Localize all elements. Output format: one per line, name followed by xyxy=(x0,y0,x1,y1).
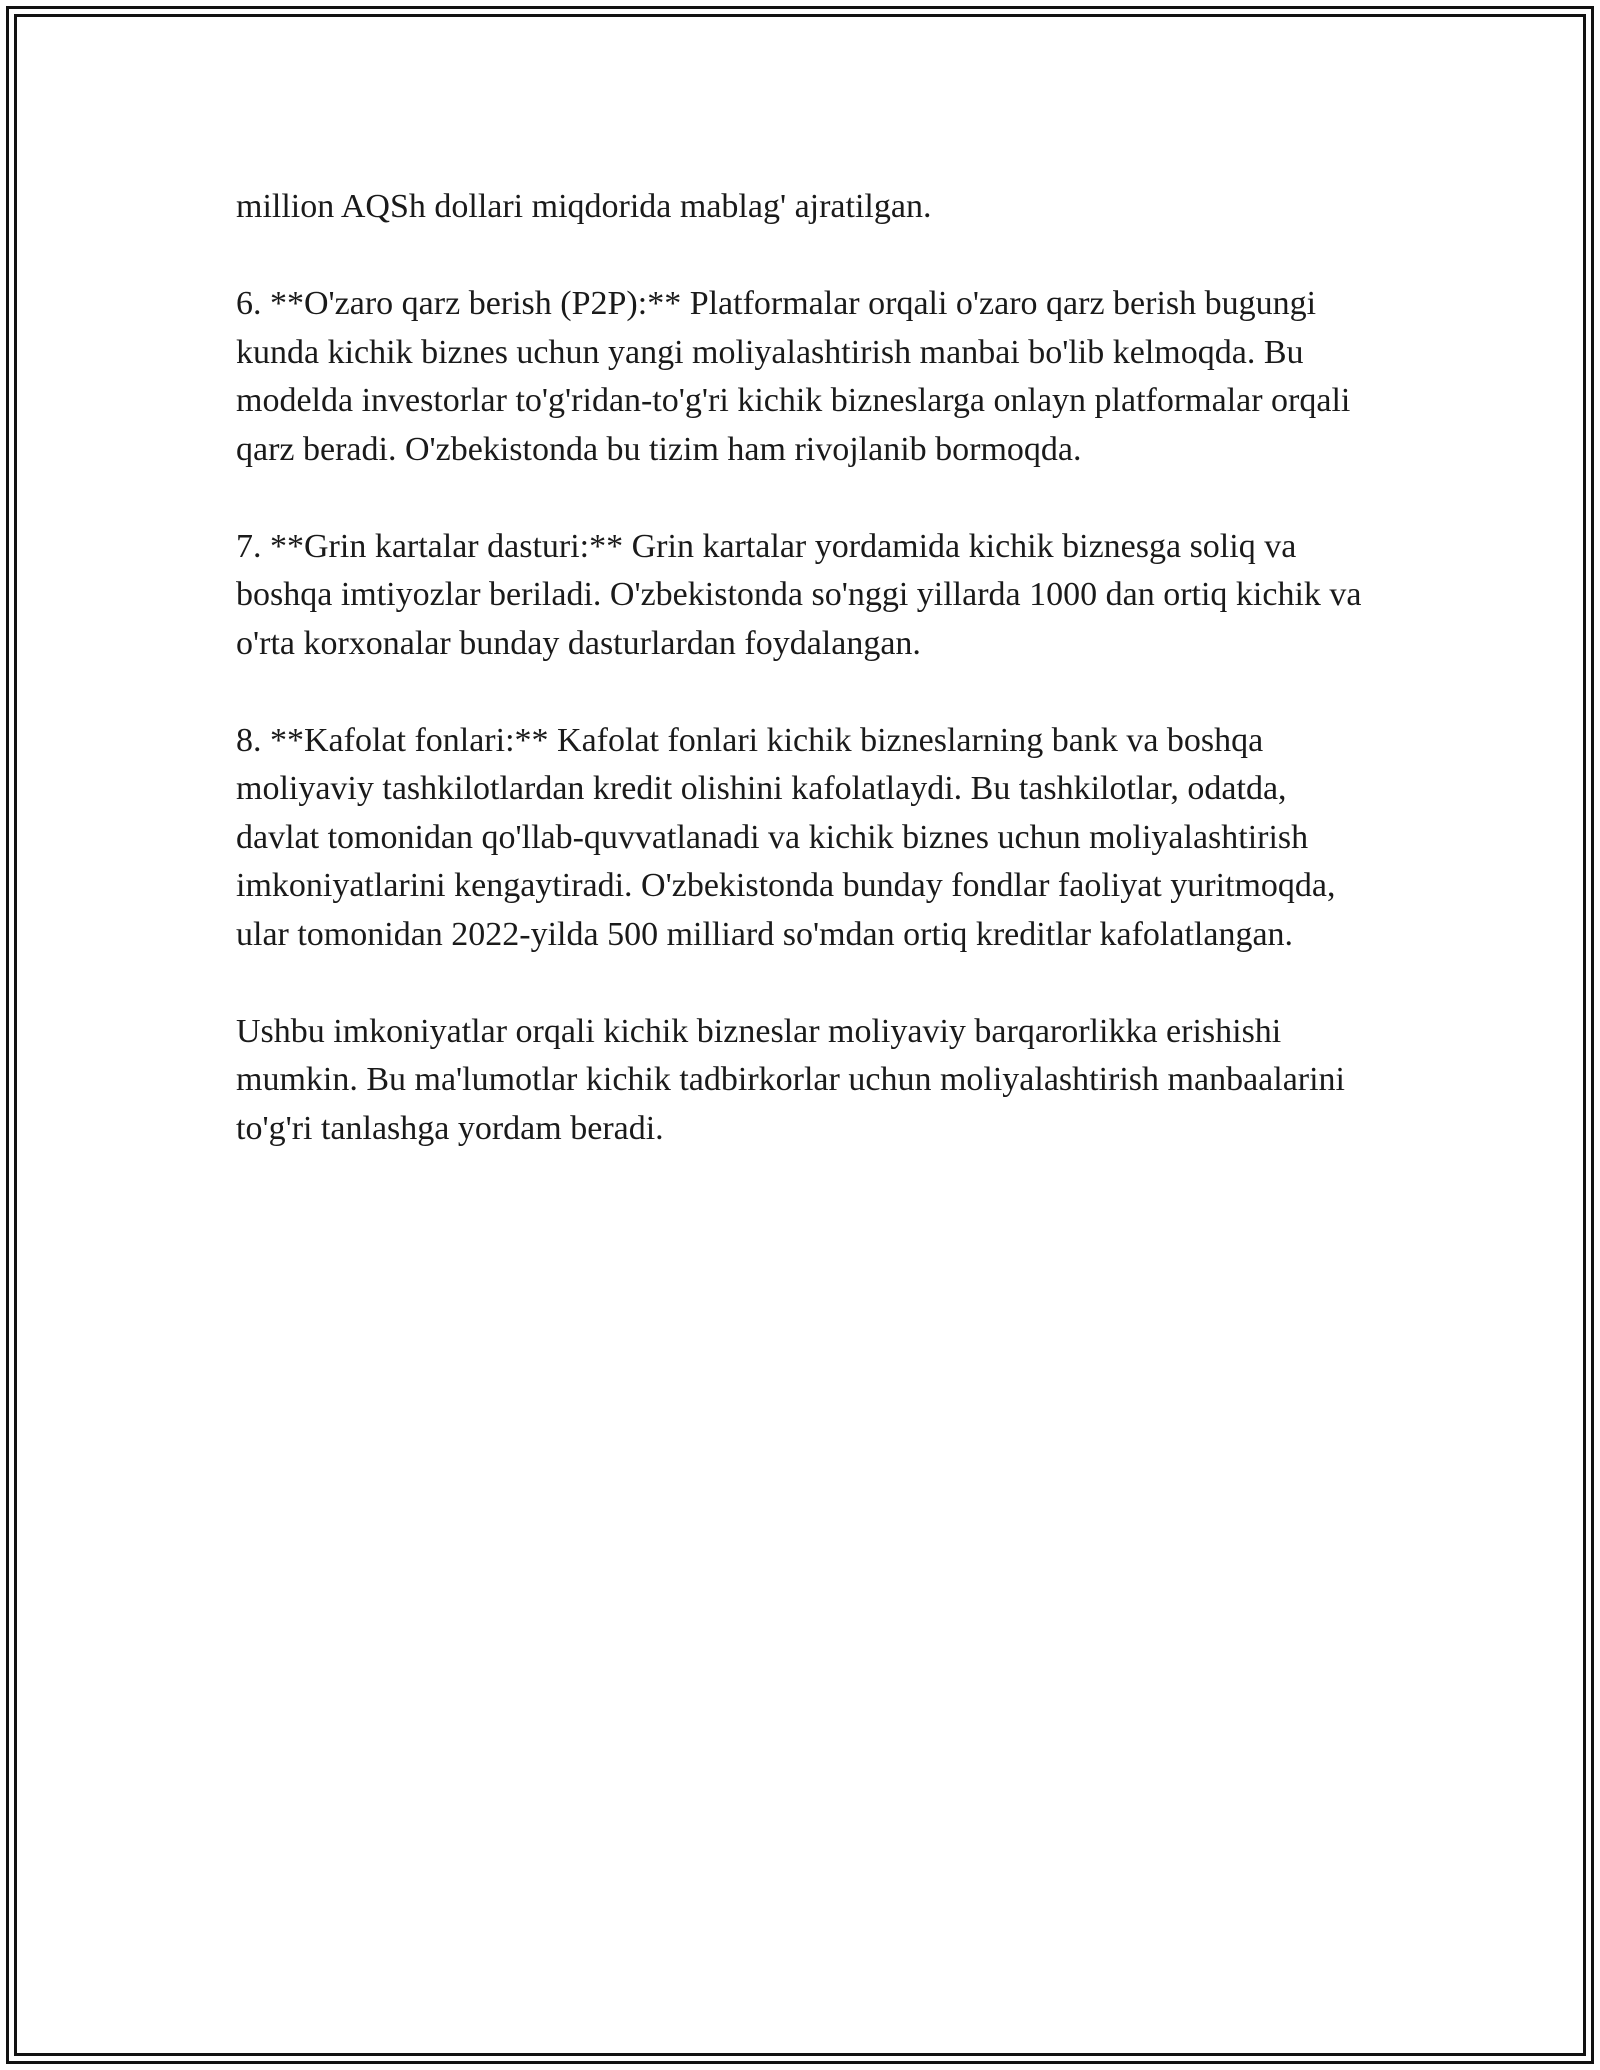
paragraph-continuation: million AQSh dollari miqdorida mablag' ajratilgan. xyxy=(236,188,932,225)
paragraph-p2p-lending: 6. **O'zaro qarz berish (P2P):** Platformalar orqali o'zaro qarz berish bugungi kunda kichik biznes uchun yangi moliyalashtirish manbai bo'lib kelmoqda. Bu modelda investorlar to'g'ridan-to'g'ri kichik bizneslarga onlayn platformalar orqali qarz beradi. O'zbekistonda bu tizim ham rivojlanib bormoqda. xyxy=(236,285,1351,468)
document-body xyxy=(236,183,1366,1202)
paragraph-conclusion: Ushbu imkoniyatlar orqali kichik bizneslar moliyaviy barqarorlikka erishishi mumkin. Bu ma'lumotlar kichik tadbirkorlar uchun moliyalashtirish manbaalarini to'g'ri tanlashga yordam beradi. xyxy=(236,1012,1346,1147)
paragraph-green-cards: 7. **Grin kartalar dasturi:** Grin kartalar yordamida kichik biznesga soliq va boshqa imtiyozlar beriladi. O'zbekistonda so'nggi yillarda 1000 dan ortiq kichik va o'rta korxonalar bunday dasturlardan foydalangan. xyxy=(236,527,1362,662)
paragraph-guarantee-funds: 8. **Kafolat fonlari:** Kafolat fonlari kichik bizneslarning bank va boshqa moliyaviy tashkilotlardan kredit olishini kafolatlaydi. Bu tashkilotlar, odatda, davlat tomonidan qo'llab-quvvatlanadi va kichik biznes uchun moliyalashtirish imkoniyatlarini kengaytiradi. O'zbekistonda bunday fondlar faoliyat yuritmoqda, ular tomonidan 2022-yilda 500 milliard so'mdan ortiq kreditlar kafolatlangan. xyxy=(236,721,1336,953)
